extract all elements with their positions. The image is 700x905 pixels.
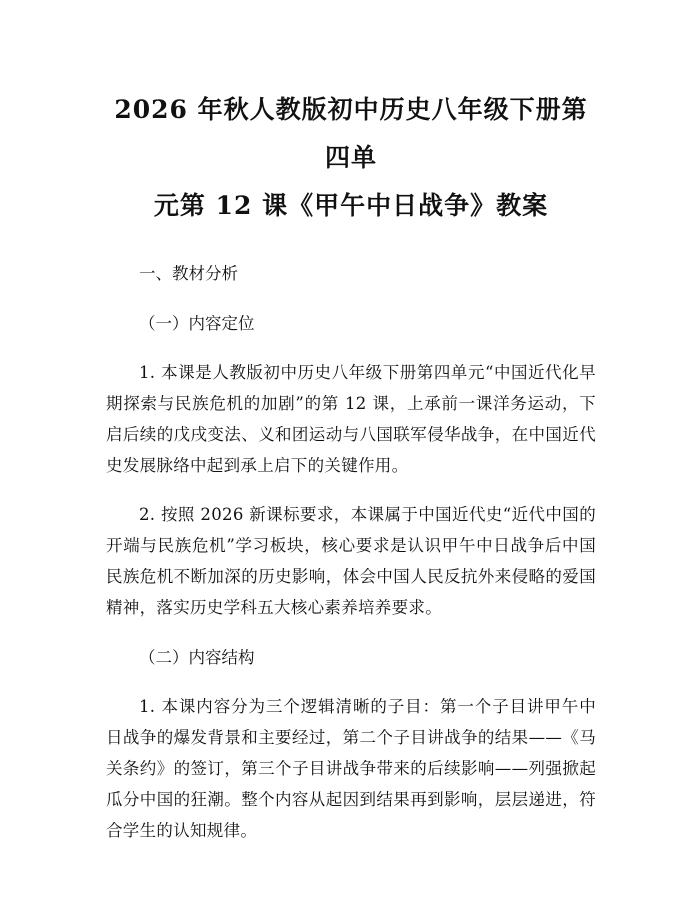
paragraph-structure-1: 1. 本课内容分为三个逻辑清晰的子目：第一个子目讲甲午中日战争的爆发背景和主要经过，第二个子目讲战争的结果——《马关条约》的签订，第三个子目讲战争带来的后续影响——列强掀起瓜分中国的狂潮。整个内容从起因到结果再到影响，层层递进，符合学生的认知规律。 [106,697,596,840]
paragraph-positioning-1: 1. 本课是人教版初中历史八年级下册第四单元“中国近代化早期探索与民族危机的加剧”的第 12 课，上承前一课洋务运动，下启后续的戊戌变法、义和团运动与八国联军侵华战争，在中国近代史发展脉络中起到承上启下的关键作用。 [106,363,596,475]
section-heading-analysis: 一、教材分析 [139,264,238,283]
subsection-heading-structure: （二）内容结构 [139,648,255,667]
paragraph-positioning-2: 2. 按照 2026 新课标要求，本课属于中国近代史“近代中国的开端与民族危机”学习板块，核心要求是认识甲午中日战争后中国民族危机不断加深的历史影响，体会中国人民反抗外来侵略的爱国精神，落实历史学科五大核心素养培养要求。 [106,505,596,617]
subsection-heading-positioning: （一）内容定位 [139,314,255,333]
document-title [106,86,596,230]
title-line-2: 元第 12 课《甲午中日战争》教案 [153,191,549,220]
title-line-1: 2026 年秋人教版初中历史八年级下册第四单 [114,95,588,172]
